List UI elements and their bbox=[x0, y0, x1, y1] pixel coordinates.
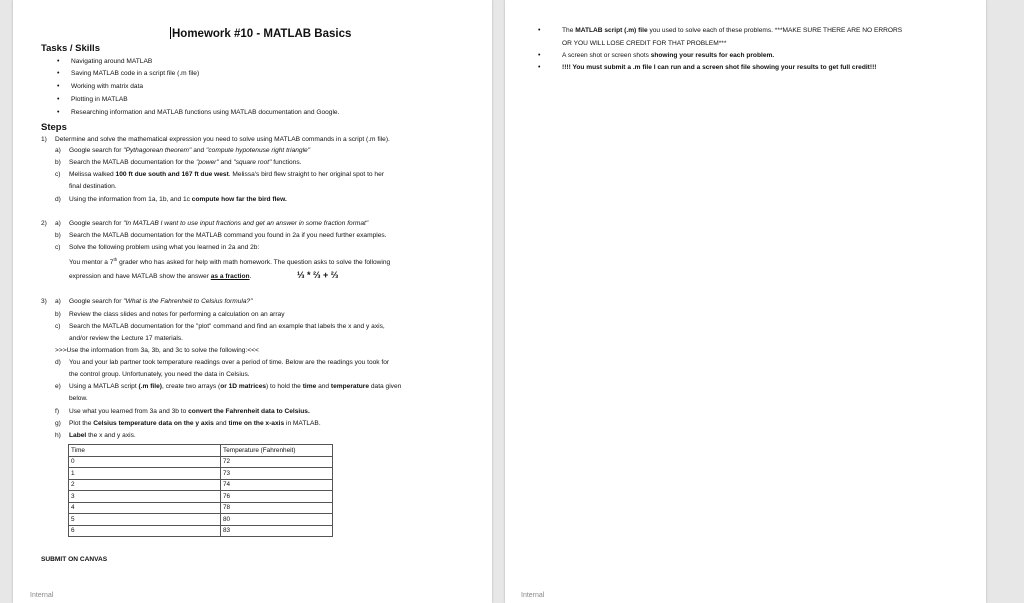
table-cell: 2 bbox=[69, 479, 221, 491]
step-number: 1) bbox=[41, 136, 47, 143]
step-number: 2) bbox=[41, 220, 47, 227]
step-1c: Melissa walked 100 ft due south and 167 ft due west. Melissa's bird flew straight to her original spot to her bbox=[69, 171, 384, 178]
page-footer: Internal bbox=[30, 592, 54, 599]
step-number: 3) bbox=[41, 298, 47, 305]
table-cell: 80 bbox=[221, 514, 333, 526]
step-1d: Using the information from 1a, 1b, and 1c compute how far the bird flew. bbox=[69, 196, 287, 203]
table-cell: 72 bbox=[221, 456, 333, 468]
bullet-icon: • bbox=[57, 70, 60, 77]
page-title: Homework #10 - MATLAB Basics bbox=[172, 28, 352, 40]
table-row bbox=[69, 456, 333, 468]
table-cell: 83 bbox=[221, 525, 333, 537]
step-2c: Solve the following problem using what you learned in 2a and 2b: bbox=[69, 244, 260, 251]
item-label: a) bbox=[55, 147, 61, 154]
text-cursor bbox=[170, 27, 171, 39]
use-information-note: >>>Use the information from 3a, 3b, and 3c to solve the following:<<< bbox=[55, 347, 259, 354]
task-item: Plotting in MATLAB bbox=[71, 96, 128, 103]
table-header: Time bbox=[69, 445, 221, 457]
step-3c: Search the MATLAB documentation for the "plot" command and find an example that labels the x and y axis, bbox=[69, 323, 385, 330]
item-label: b) bbox=[55, 232, 61, 239]
bullet-icon: • bbox=[57, 58, 60, 65]
bullet-icon: • bbox=[538, 64, 541, 71]
bullet-icon: • bbox=[538, 52, 541, 59]
table-header-row bbox=[69, 445, 333, 457]
page-footer: Internal bbox=[521, 592, 545, 599]
full-credit-note: !!!! You must submit a .m file I can run and a screen shot file showing your results to get full credit!!! bbox=[562, 64, 877, 71]
table-row bbox=[69, 525, 333, 537]
item-label: c) bbox=[55, 171, 61, 178]
table-header: Temperature (Fahrenheit) bbox=[221, 445, 333, 457]
item-label: b) bbox=[55, 159, 61, 166]
bullet-icon: • bbox=[57, 109, 60, 116]
bullet-icon: • bbox=[538, 27, 541, 34]
table-cell: 73 bbox=[221, 468, 333, 480]
step-1c-line2: final destination. bbox=[69, 183, 117, 190]
table-row bbox=[69, 479, 333, 491]
step-3d-line2: the control group. Unfortunately, you need the data in Celsius. bbox=[69, 371, 250, 378]
item-label: d) bbox=[55, 196, 61, 203]
deliverable-script-line2: OR YOU WILL LOSE CREDIT FOR THAT PROBLEM*** bbox=[562, 40, 727, 47]
step-3f: Use what you learned from 3a and 3b to convert the Fahrenheit data to Celsius. bbox=[69, 408, 310, 415]
item-label: d) bbox=[55, 359, 61, 366]
item-label: g) bbox=[55, 420, 61, 427]
tasks-heading: Tasks / Skills bbox=[41, 43, 100, 54]
step-3d: You and your lab partner took temperature readings over a period of time. Below are the readings you took for bbox=[69, 359, 390, 366]
table-row bbox=[69, 491, 333, 503]
item-label: a) bbox=[55, 220, 61, 227]
item-label: c) bbox=[55, 244, 61, 251]
table-cell: 1 bbox=[69, 468, 221, 480]
step-1b: Search the MATLAB documentation for the "power" and "square root" functions. bbox=[69, 159, 302, 166]
table-cell: 0 bbox=[69, 456, 221, 468]
table-cell: 74 bbox=[221, 479, 333, 491]
table-cell: 6 bbox=[69, 525, 221, 537]
table-row bbox=[69, 468, 333, 480]
bullet-icon: • bbox=[57, 96, 60, 103]
deliverable-screenshot: A screen shot or screen shots showing your results for each problem. bbox=[562, 52, 775, 59]
table-cell: 76 bbox=[221, 491, 333, 503]
table-cell: 78 bbox=[221, 502, 333, 514]
item-label: a) bbox=[55, 298, 61, 305]
document-page-1 bbox=[13, 0, 492, 603]
step-3h: Label the x and y axis. bbox=[69, 432, 136, 439]
temperature-table bbox=[68, 444, 333, 537]
item-label: e) bbox=[55, 383, 61, 390]
item-label: b) bbox=[55, 311, 61, 318]
step-3e-line2: below. bbox=[69, 395, 88, 402]
step-3c-line2: and/or review the Lecture 17 materials. bbox=[69, 335, 183, 342]
step-2c-line2: You mentor a 7th grader who has asked for help with math homework. The question asks to solve the following bbox=[69, 257, 391, 267]
step-2b: Search the MATLAB documentation for the MATLAB command you found in 2a if you need further examples. bbox=[69, 232, 387, 239]
step-1-intro: Determine and solve the mathematical expression you need to solve using MATLAB commands in a script (.m file). bbox=[55, 136, 390, 143]
step-3b: Review the class slides and notes for performing a calculation on an array bbox=[69, 311, 285, 318]
deliverable-script: The MATLAB script (.m) file you used to solve each of these problems. ***MAKE SURE THERE ARE NO ERRORS bbox=[562, 27, 903, 34]
step-1a: Google search for "Pythagorean theorem" and "compute hypotenuse right triangle" bbox=[69, 147, 311, 154]
task-item: Saving MATLAB code in a script file (.m file) bbox=[71, 70, 200, 77]
task-item: Working with matrix data bbox=[71, 83, 144, 90]
item-label: h) bbox=[55, 432, 61, 439]
step-2a: Google search for "In MATLAB I want to use input fractions and get an answer in some fraction format" bbox=[69, 220, 369, 227]
task-item: Researching information and MATLAB functions using MATLAB documentation and Google. bbox=[71, 109, 340, 116]
table-row bbox=[69, 502, 333, 514]
step-2c-line3: expression and have MATLAB show the answer as a fraction. bbox=[69, 273, 252, 280]
submit-note: SUBMIT ON CANVAS bbox=[41, 556, 108, 563]
steps-heading: Steps bbox=[41, 122, 67, 133]
step-3a: Google search for "What is the Fahrenheit to Celsius formula?" bbox=[69, 298, 253, 305]
table-cell: 5 bbox=[69, 514, 221, 526]
step-3e: Using a MATLAB script (.m file), create two arrays (or 1D matrices) to hold the time and temperature data given bbox=[69, 383, 402, 390]
bullet-icon: • bbox=[57, 83, 60, 90]
item-label: f) bbox=[55, 408, 60, 415]
step-3g: Plot the Celsius temperature data on the y axis and time on the x-axis in MATLAB. bbox=[69, 420, 321, 427]
fraction-expression: ⅓ * ⅔ + ⅔ bbox=[297, 270, 339, 280]
table-cell: 4 bbox=[69, 502, 221, 514]
item-label: c) bbox=[55, 323, 61, 330]
task-item: Navigating around MATLAB bbox=[71, 58, 153, 65]
table-cell: 3 bbox=[69, 491, 221, 503]
table-row bbox=[69, 514, 333, 526]
document-page-2 bbox=[505, 0, 986, 603]
